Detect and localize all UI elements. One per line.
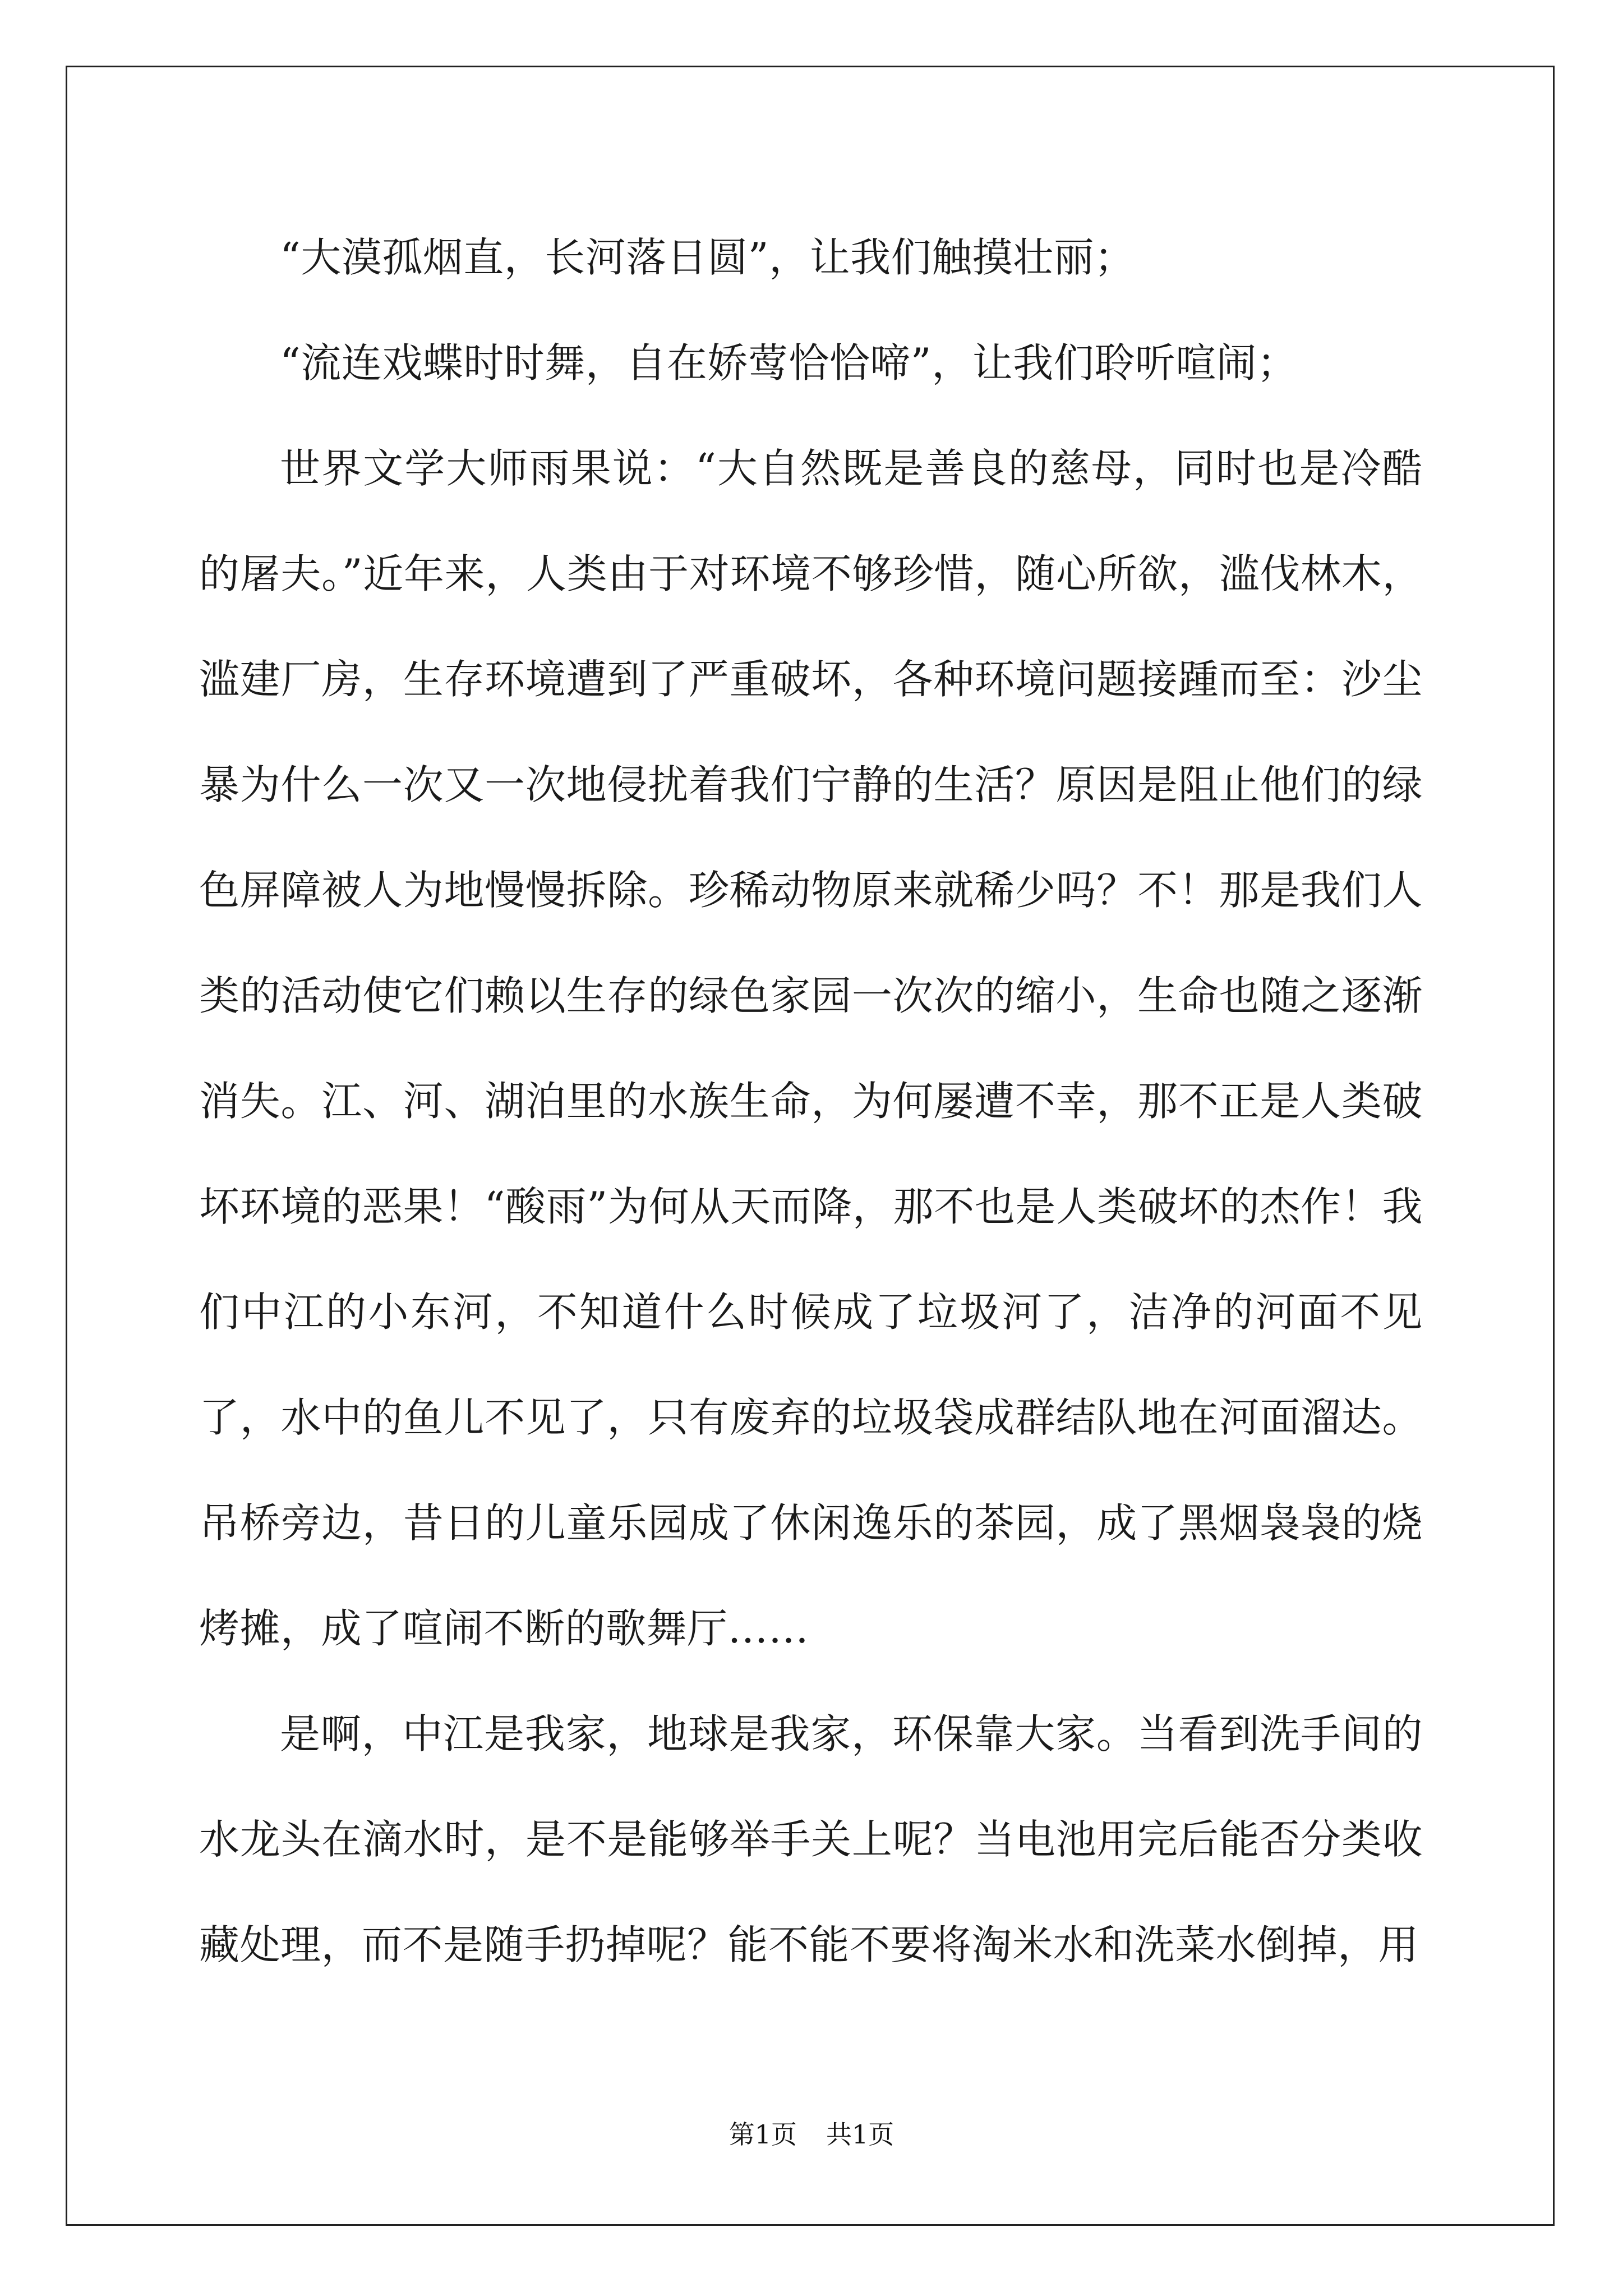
paragraph-2: “流连戏蝶时时舞，自在娇莺恰恰啼”，让我们聆听喧闹； [280, 339, 1298, 386]
paragraph-4: 是啊，中江是我家，地球是我家，环保靠大家。当看到洗手间的水龙头在滴水时，是不是能够举手关上呢？当电池用完后能否分类收藏处理，而不是随手扔掉呢？能不能不要将淘米水和洗菜水倒掉，用 [199, 1710, 1423, 1968]
paragraph-3: 世界文学大师雨果说：“大自然既是善良的慈母，同时也是冷酷的屠夫。”近年来，人类由于对环境不够珍惜，随心所欲，滥伐林木，滥建厂房，生存环境遭到了严重破坏，各种环境问题接踵而至：沙尘暴为什么一次又一次地侵扰着我们宁静的生活？原因是阻止他们的绿色屏障被人为地慢慢拆除。珍稀动物原来就稀少吗？不！那是我们人类的活动使它们赖以生存的绿色家园一次次的缩小，生命也随之逐渐消失。江、河、湖泊里的水族生命，为何屡遭不幸，那不正是人类破坏环境的恶果！“酸雨”为何从天而降，那不也是人类破坏的杰作！我们中江的小东河，不知道什么时候成了垃圾河了，洁净的河面不见了，水中的鱼儿不见了，只有废弃的垃圾袋成群结队地在河面溜达。吊桥旁边，昔日的儿童乐园成了休闲逸乐的茶园，成了黑烟袅袅的烧烤摊，成了喧闹不断的歌舞厅…… [199, 445, 1423, 1652]
page-footer [0, 2118, 1623, 2151]
page-number: 第1页 [728, 2119, 797, 2150]
paragraph-1: “大漠孤烟直，长河落日圆”，让我们触摸壮丽； [280, 234, 1135, 281]
document-body [199, 205, 1423, 1998]
page-total: 共1页 [826, 2119, 895, 2150]
